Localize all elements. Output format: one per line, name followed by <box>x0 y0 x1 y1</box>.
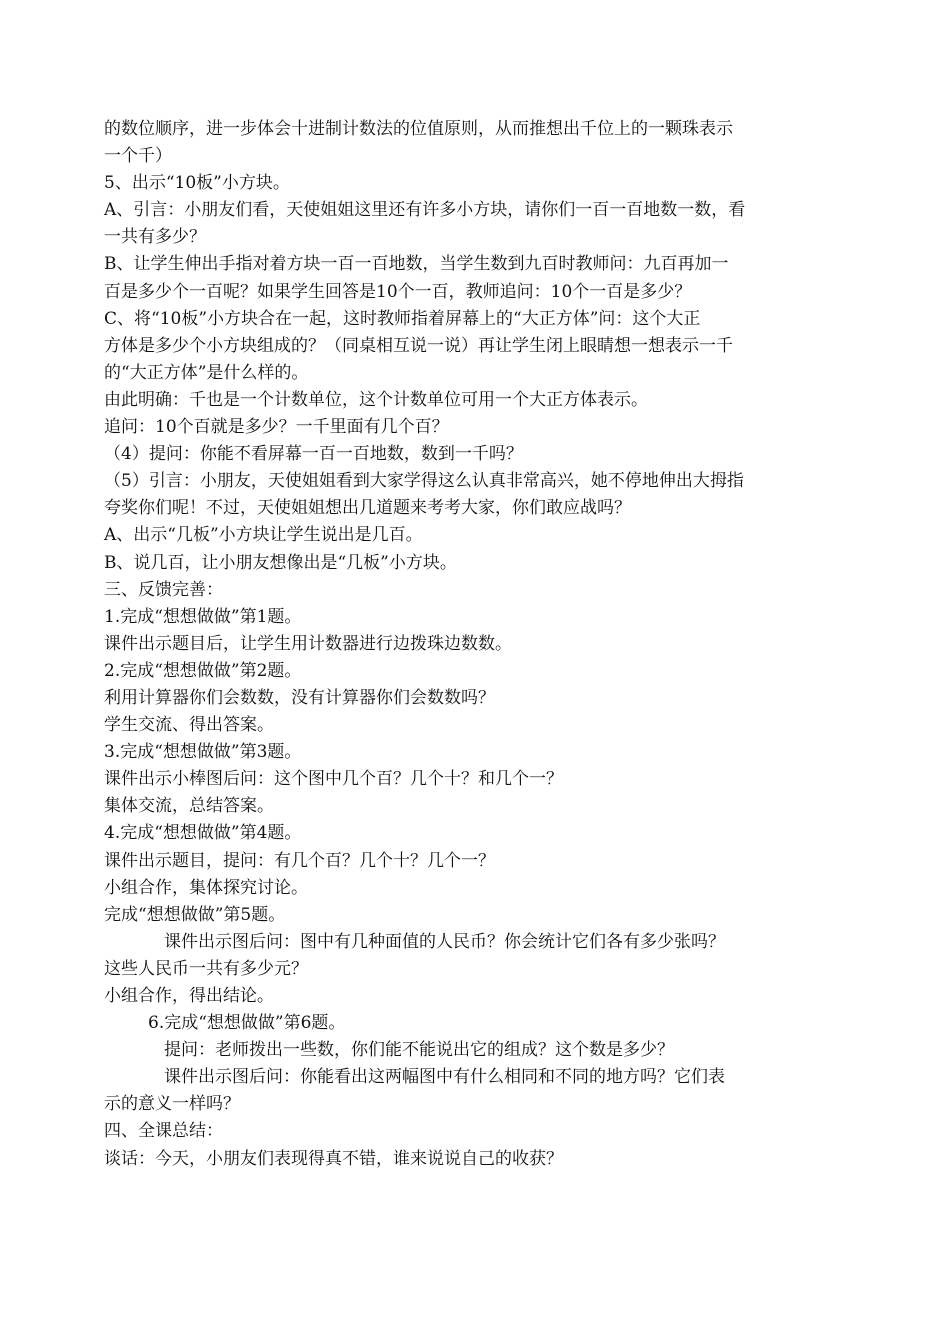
text-line-3: 5、出示“10板”小方块。 <box>104 173 290 194</box>
text-line-24: 3.完成“想想做做”第3题。 <box>104 742 302 763</box>
text-line-32: 这些人民币一共有多少元？ <box>104 958 308 979</box>
text-line-23: 学生交流、得出答案。 <box>104 715 274 736</box>
text-line-19: 1.完成“想想做做”第1题。 <box>104 606 302 627</box>
text-line-5: 一共有多少？ <box>104 227 206 248</box>
section-heading-feedback: 三、反馈完善： <box>104 579 223 600</box>
text-line-27: 4.完成“想想做做”第4题。 <box>104 823 302 844</box>
text-line-14: （5）引言：小朋友，天使姐姐看到大家学得这么认真非常高兴，她不停地伸出大拇指 <box>104 471 744 492</box>
text-line-28: 课件出示题目，提问：有几个百？几个十？几个一？ <box>104 850 495 871</box>
text-line-13: （4）提问：你能不看屏幕一百一百地数，数到一千吗？ <box>104 444 523 465</box>
text-line-29: 小组合作，集体探究讨论。 <box>104 877 308 898</box>
text-line-30: 完成“想想做做”第5题。 <box>104 904 286 925</box>
document-page <box>104 116 804 1173</box>
text-line-8: C、将“10板”小方块合在一起，这时教师指着屏幕上的“大正方体”问：这个大正 <box>104 308 701 329</box>
text-line-12: 追问：10个百就是多少？一千里面有几个百？ <box>104 417 449 438</box>
text-line-16: A、出示“几板”小方块让学生说出是几百。 <box>104 525 423 546</box>
text-line-7: 百是多少个一百呢？如果学生回答是10个一百，教师追问：10个一百是多少？ <box>104 281 692 302</box>
text-line-10: 的“大正方体”是什么样的。 <box>104 362 309 383</box>
text-line-37: 示的意义一样吗？ <box>104 1094 240 1115</box>
text-line-31: 课件出示图后问：图中有几种面值的人民币？你会统计它们各有多少张吗？ <box>164 931 725 952</box>
text-line-1: 的数位顺序，进一步体会十进制计数法的位值原则，从而推想出千位上的一颗珠表示 <box>104 119 733 139</box>
text-line-11: 由此明确：千也是一个计数单位，这个计数单位可用一个大正方体表示。 <box>104 389 648 410</box>
text-line-36: 课件出示图后问：你能看出这两幅图中有什么相同和不同的地方吗？它们表 <box>164 1067 725 1088</box>
text-line-34: 6.完成“想想做做”第6题。 <box>148 1013 346 1034</box>
text-line-26: 集体交流，总结答案。 <box>104 796 274 817</box>
text-line-17: B、说几百，让小朋友想像出是“几板”小方块。 <box>104 552 457 573</box>
text-line-39: 谈话：今天，小朋友们表现得真不错，谁来说说自己的收获？ <box>104 1148 563 1169</box>
text-line-15: 夸奖你们呢！不过，天使姐姐想出几道题来考考大家，你们敢应战吗？ <box>104 498 631 519</box>
text-line-20: 课件出示题目后，让学生用计数器进行边拨珠边数数。 <box>104 633 512 654</box>
text-line-22: 利用计算器你们会数数，没有计算器你们会数数吗？ <box>104 687 495 708</box>
text-line-21: 2.完成“想想做做”第2题。 <box>104 660 302 681</box>
text-line-6: B、让学生伸出手指对着方块一百一百地数，当学生数到九百时教师问：九百再加一 <box>104 254 729 275</box>
text-line-33: 小组合作，得出结论。 <box>104 986 274 1006</box>
section-heading-summary: 四、全课总结： <box>104 1121 223 1142</box>
text-line-2: 一个千） <box>104 146 172 167</box>
text-line-35: 提问：老师拨出一些数，你们能不能说出它的组成？这个数是多少？ <box>164 1040 674 1061</box>
text-line-4: A、引言：小朋友们看，天使姐姐这里还有许多小方块，请你们一百一百地数一数，看 <box>104 200 746 221</box>
text-line-9: 方体是多少个小方块组成的？（同桌相互说一说）再让学生闭上眼睛想一想表示一千 <box>104 335 733 356</box>
text-line-25: 课件出示小棒图后问：这个图中几个百？几个十？和几个一？ <box>104 769 563 790</box>
